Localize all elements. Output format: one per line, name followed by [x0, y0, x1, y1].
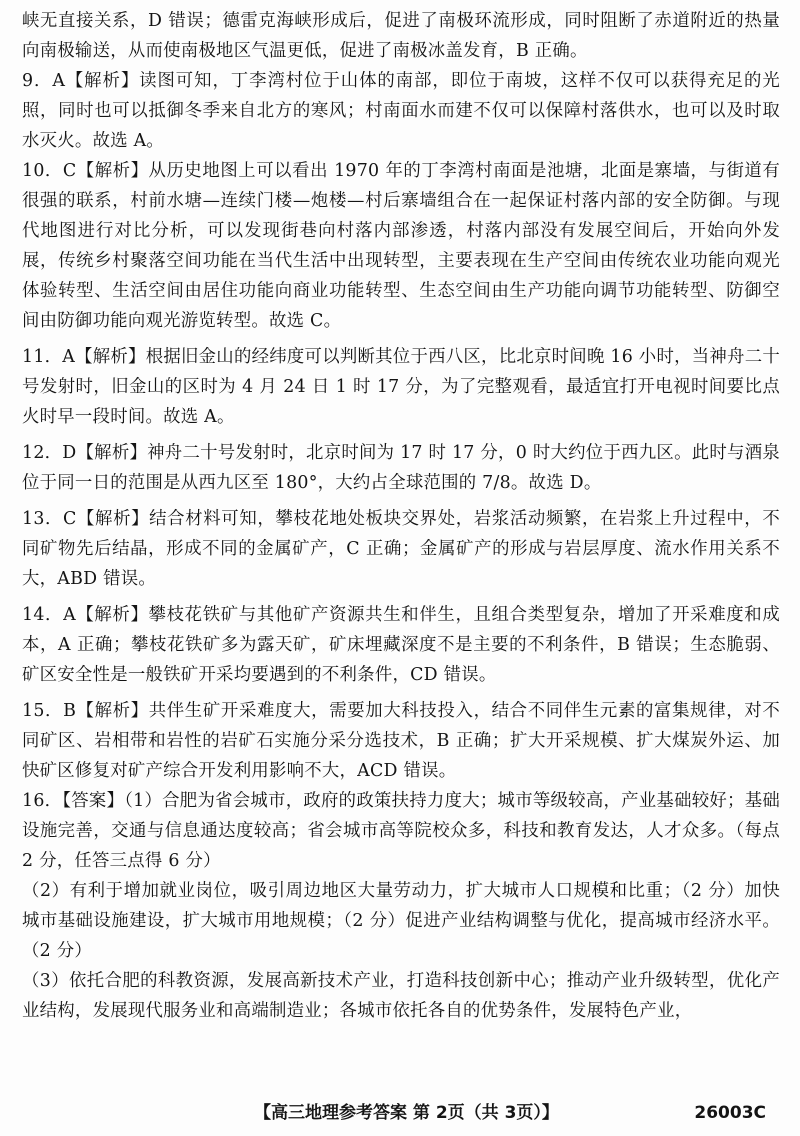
- paragraph-q16-part3: （3）依托合肥的科教资源，发展高新技术产业，打造科技创新中心；推动产业升级转型，优化产业结构，发展现代服务业和高端制造业；各城市依托各自的优势条件，发展特色产业，: [22, 971, 780, 1021]
- paragraph-q10: 10．C【解析】从历史地图上可以看出 1970 年的丁李湾村南面是池塘，北面是寨墙，与街道有很强的联系，村前水塘—连续门楼—炮楼—村后寨墙组合在一起保证村落内部的安全防御。与现代地图进行对比分析，可以发现街巷向村落内部渗透，村落内部没有发展空间后，开始向外发展，传统乡村聚落空间功能在当代生活中出现转型，主要表现在生产空间由传统农业功能向观光体验转型、生活空间由居住功能向商业功能转型、生态空间由生产功能向调节功能转型、防御空间由防御功能向观光游览转型。故选 C。: [22, 161, 780, 331]
- answer-content: [22, 6, 780, 1026]
- paragraph-q8-continued: 峡无直接关系，D 错误；德雷克海峡形成后，促进了南极环流形成，同时阻断了赤道附近的热量向南极输送，从而使南极地区气温更低，促进了南极冰盖发育，B 正确。: [22, 11, 780, 61]
- paragraph-q16-part1: 16．【答案】（1）合肥为省会城市，政府的政策扶持力度大；城市等级较高，产业基础较好；基础设施完善，交通与信息通达度较高；省会城市高等院校众多，科技和教育发达，人才众多。（每点 2 分，任答三点得 6 分）: [22, 791, 780, 871]
- footer-code: 26003C: [694, 1103, 766, 1123]
- paragraph-q16-part2: （2）有利于增加就业岗位，吸引周边地区大量劳动力，扩大城市人口规模和比重；（2 分）加快城市基础设施建设，扩大城市用地规模；（2 分）促进产业结构调整与优化，提高城市经济水平。（2 分）: [22, 881, 780, 961]
- paragraph-q11: 11．A【解析】根据旧金山的经纬度可以判断其位于西八区，比北京时间晚 16 小时，当神舟二十号发射时，旧金山的区时为 4 月 24 日 1 时 17 分，为了完整观看，最适宜打开电视时间要比点火时早一段时间。故选 A。: [22, 347, 780, 427]
- footer-title: 【高三地理参考答案 第 2页（共 3页）】: [254, 1103, 559, 1123]
- paragraph-q9: 9．A【解析】读图可知，丁李湾村位于山体的南部，即位于南坡，这样不仅可以获得充足的光照，同时也可以抵御冬季来自北方的寒风；村南面水而建不仅可以保障村落供水，也可以及时取水灭火。故选 A。: [22, 71, 780, 151]
- paragraph-q12: 12．D【解析】神舟二十号发射时，北京时间为 17 时 17 分，0 时大约位于西九区。此时与酒泉位于同一日的范围是从西九区至 180°，大约占全球范围的 7/8。故选 D。: [22, 443, 780, 493]
- page-footer: [0, 1100, 800, 1126]
- paragraph-q14: 14．A【解析】攀枝花铁矿与其他矿产资源共生和伴生，且组合类型复杂，增加了开采难度和成本，A 正确；攀枝花铁矿多为露天矿，矿床埋藏深度不是主要的不利条件，B 错误；生态脆弱、矿区安全性是一般铁矿开采均要遇到的不利条件，CD 错误。: [22, 605, 780, 685]
- paragraph-q13: 13．C【解析】结合材料可知，攀枝花地处板块交界处，岩浆活动频繁，在岩浆上升过程中，不同矿物先后结晶，形成不同的金属矿产，C 正确；金属矿产的形成与岩层厚度、流水作用关系不大，ABD 错误。: [22, 509, 780, 589]
- paragraph-q15: 15．B【解析】共伴生矿开采难度大，需要加大科技投入，结合不同伴生元素的富集规律，对不同矿区、岩相带和岩性的岩矿石实施分采分选技术，B 正确；扩大开采规模、扩大煤炭外运、加快矿区修复对矿产综合开发利用影响不大，ACD 错误。: [22, 701, 780, 781]
